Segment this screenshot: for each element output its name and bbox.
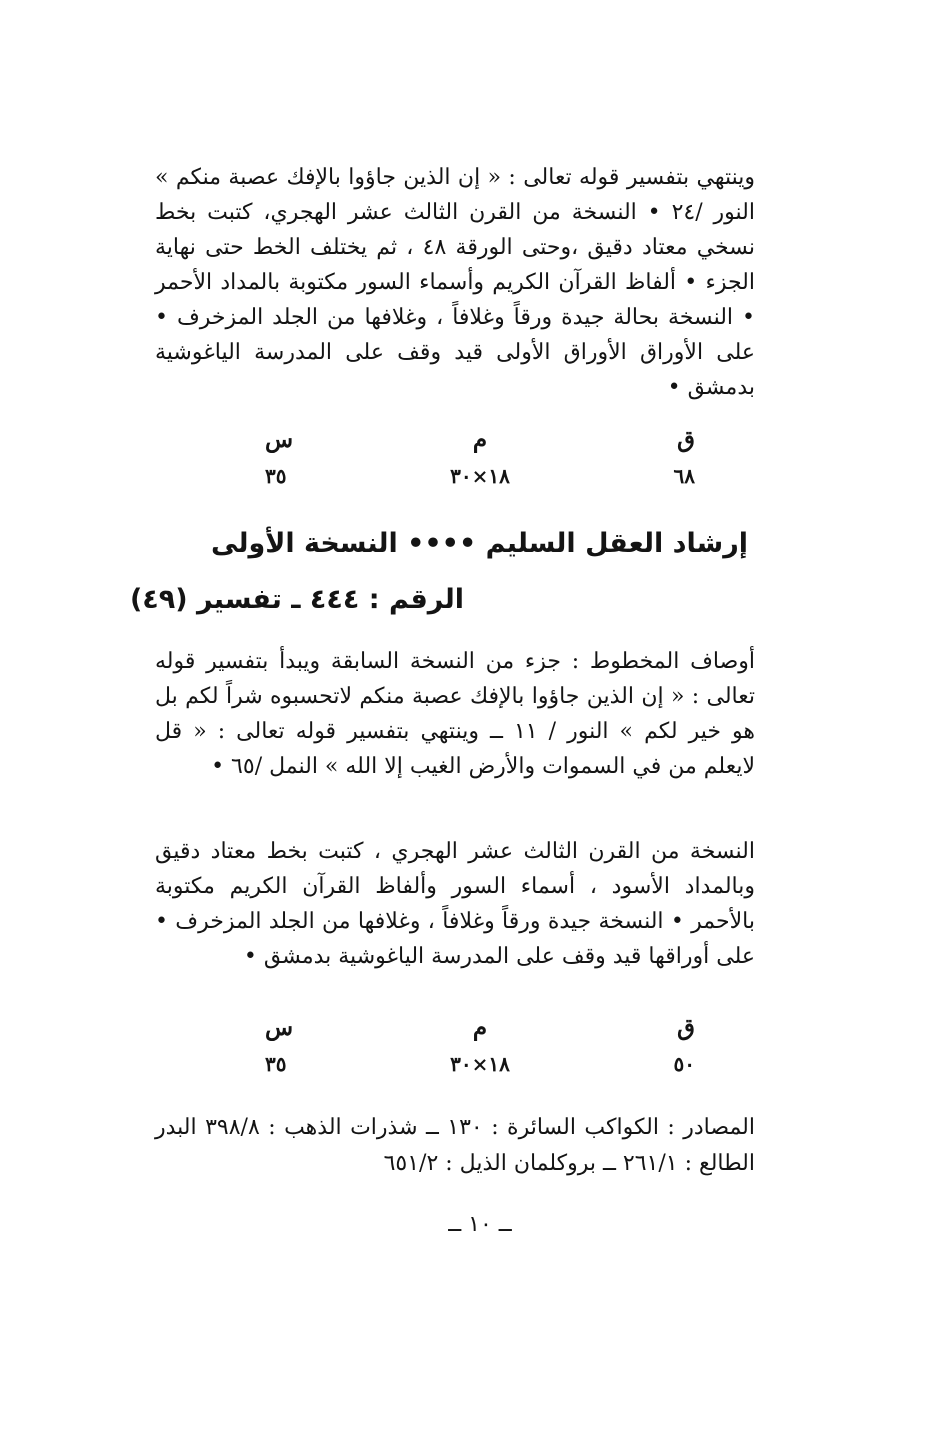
stat-label-q: ق (677, 426, 695, 453)
manuscript-stats-labels (250, 1014, 710, 1041)
stat-label-m: م (472, 1014, 488, 1041)
manuscript-stats-values (250, 1052, 710, 1076)
stat-value-q: ٥٠ (673, 1052, 695, 1076)
catalog-number-heading: الرقم : ٤٤٤ ـ تفسير (٤٩) (129, 584, 464, 615)
manuscript-description-paragraph: وينتهي بتفسير قوله تعالى : « إن الذين جاؤوا بالإفك عصبة منكم » النور /٢٤ • النسخة من القرن الثالث عشر الهجري، كتبت بخط نسخي معتاد دقيق ،وحتى الورقة ٤٨ ، ثم يختلف الخط حتى نهاية الجزء • ألفاظ القرآن الكريم وأسماء السور مكتوبة بالمداد الأحمر • النسخة بحالة جيدة ورقاً وغلافاً ، وغلافها من الجلد المزخرف • على الأوراق الأوراق الأولى قيد وقف على المدرسة الياغوشية بدمشق • (155, 165, 756, 400)
stat-label-s: س (265, 426, 294, 453)
stat-label-s: س (265, 1014, 294, 1041)
manuscript-features-paragraph: أوصاف المخطوط : جزء من النسخة السابقة ويبدأ بتفسير قوله تعالى : « إن الذين جاؤوا بالإفك عصبة منكم لاتحسبوه شراً لكم بل هو خير لكم » النور / ١١ ــ وينتهي بتفسير قوله تعالى : « قل لايعلم من في السموات والأرض الغيب إلا الله » النمل /٦٥ • (155, 649, 755, 779)
sources-paragraph: المصادر : الكواكب السائرة : ١٣٠ ــ شذرات الذهب : ٣٩٨/٨ البدر الطالع : ٢٦١/١ ــ بروكلمان الذيل : ٦٥١/٢ (155, 1115, 755, 1176)
stat-value-s: ٣٥ (265, 464, 287, 488)
stat-value-s: ٣٥ (265, 1052, 287, 1076)
manuscript-stats-labels (250, 426, 710, 453)
manuscript-stats-values (250, 464, 710, 488)
stat-value-m: ١٨×٣٠ (450, 464, 510, 488)
stat-label-m: م (472, 426, 488, 453)
stat-value-q: ٦٨ (673, 464, 695, 488)
manuscript-copy-paragraph: النسخة من القرن الثالث عشر الهجري ، كتبت بخط معتاد دقيق وبالمداد الأسود ، أسماء السور وألفاظ القرآن الكريم مكتوبة بالأحمر • النسخة جيدة ورقاً وغلافاً ، وغلافها من الجلد المزخرف • على أوراقها قيد وقف على المدرسة الياغوشية بدمشق • (155, 839, 755, 969)
section-title: إرشاد العقل السليم •••• النسخة الأولى (211, 528, 748, 559)
stat-label-q: ق (677, 1014, 695, 1041)
page-number: ــ ١٠ ــ (448, 1212, 512, 1237)
stat-value-m: ١٨×٣٠ (450, 1052, 510, 1076)
